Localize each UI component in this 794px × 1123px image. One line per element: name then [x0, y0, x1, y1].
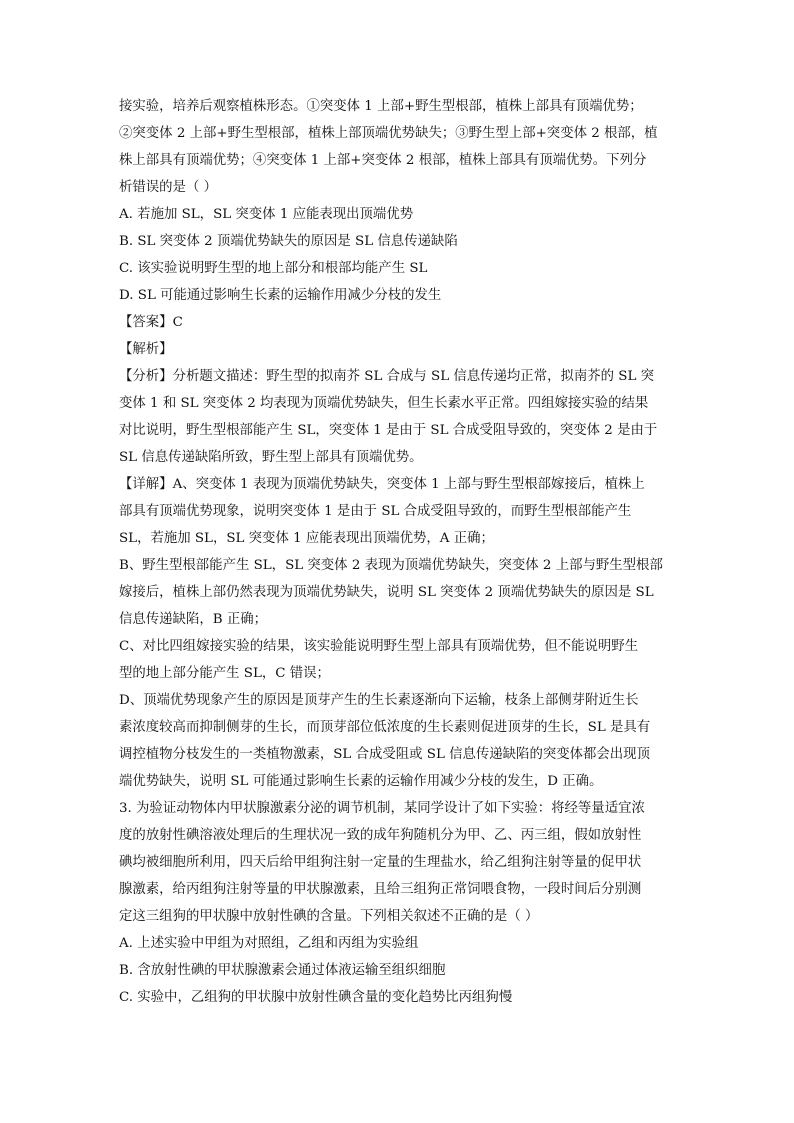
- q3-option-a: A. 上述实验中甲组为对照组，乙组和丙组为实验组: [119, 936, 419, 951]
- page-content: [119, 93, 679, 1011]
- xiangjie-d: [119, 687, 679, 795]
- xiangjie-a-line: A、突变体 1 表现为顶端优势缺失，突变体 1 上部与野生型根部嫁接后，植株上: [172, 477, 645, 492]
- q3-option-c: C. 实验中，乙组狗的甲状腺中放射性碘含量的变化趋势比丙组狗慢: [119, 990, 513, 1005]
- xiangjie-b: [119, 552, 679, 633]
- q3-stem-line: 碘均被细胞所利用，四天后给甲组狗注射一定量的生理盐水，给乙组狗注射等量的促甲状: [119, 855, 642, 870]
- q3-stem-line: 度的放射性碘溶液处理后的生理状况一致的成年狗随机分为甲、乙、丙三组，假如放射性: [119, 828, 642, 843]
- fenxi-line: 对比说明，野生型根部能产生 SL，突变体 1 是由于 SL 合成受阻导致的，突变体 2 是由于: [119, 423, 658, 438]
- q3-stem-line: 3. 为验证动物体内甲状腺激素分泌的调节机制，某同学设计了如下实验：将经等量适宜浓: [119, 801, 645, 816]
- q2-option-c: C. 该实验说明野生型的地上部分和根部均能产生 SL: [119, 261, 428, 276]
- xiangjie-a-line: SL，若施加 SL，SL 突变体 1 应能表现出顶端优势，A 正确；: [119, 531, 494, 546]
- q2-option-d: D. SL 可能通过影响生长素的运输作用减少分枝的发生: [119, 288, 442, 303]
- q2-answer: [119, 309, 679, 336]
- xiangjie-b-line: 嫁接后，植株上部仍然表现为顶端优势缺失，说明 SL 突变体 2 顶端优势缺失的原因是 SL: [119, 585, 654, 600]
- xiangjie-c-line: 型的地上部分能产生 SL，C 错误；: [119, 666, 330, 681]
- q2-stem: [119, 93, 679, 201]
- q3-options: [119, 930, 679, 1011]
- xiangjie-a: [119, 471, 679, 552]
- q2-option-b: B. SL 突变体 2 顶端优势缺失的原因是 SL 信息传递缺陷: [119, 234, 458, 249]
- fenxi-tag: 【分析】: [119, 369, 173, 384]
- xiangjie-c-line: C、对比四组嫁接实验的结果，该实验能说明野生型上部具有顶端优势，但不能说明野生: [119, 639, 639, 654]
- xiangjie-b-line: B、野生型根部能产生 SL，SL 突变体 2 表现为顶端优势缺失，突变体 2 上部与野生型根部: [119, 558, 663, 573]
- q3-option-b: B. 含放射性碘的甲状腺激素会通过体液运输至组织细胞: [119, 963, 446, 978]
- answer-value: C: [172, 315, 183, 330]
- analysis-heading-text: 【解析】: [119, 342, 173, 357]
- xiangjie-d-line: D、顶端优势现象产生的原因是顶芽产生的生长素逐渐向下运输，枝条上部侧芽附近生长: [119, 693, 639, 708]
- q2-stem-line: ②突变体 2 上部+野生型根部，植株上部顶端优势缺失；③野生型上部+突变体 2 根部，植: [119, 126, 658, 141]
- q3-stem-line: 定这三组狗的甲状腺中放射性碘的含量。下列相关叙述不正确的是（ ）: [119, 909, 539, 924]
- xiangjie-tag: 【详解】: [119, 477, 173, 492]
- q2-stem-line: 接实验，培养后观察植株形态。①突变体 1 上部+野生型根部，植株上部具有顶端优势；: [119, 99, 643, 114]
- fenxi-line: SL 信息传递缺陷所致，野生型上部具有顶端优势。: [119, 450, 423, 465]
- xiangjie-c: [119, 633, 679, 687]
- q2-options: [119, 201, 679, 309]
- analysis-heading: [119, 336, 679, 363]
- q3-stem-line: 腺激素，给丙组狗注射等量的甲状腺激素，且给三组狗正常饲喂食物，一段时间后分别测: [119, 882, 642, 897]
- q2-stem-line: 株上部具有顶端优势；④突变体 1 上部+突变体 2 根部，植株上部具有顶端优势。下列分: [119, 153, 647, 168]
- q2-stem-line: 析错误的是（ ）: [119, 180, 217, 195]
- xiangjie-d-line: 端优势缺失，说明 SL 可能通过影响生长素的运输作用减少分枝的发生，D 正确。: [119, 774, 603, 789]
- xiangjie-b-line: 信息传递缺陷，B 正确；: [119, 612, 268, 627]
- fenxi-section: [119, 363, 679, 471]
- xiangjie-d-line: 素浓度较高而抑制侧芽的生长，而顶芽部位低浓度的生长素则促进顶芽的生长，SL 是具有: [119, 720, 651, 735]
- xiangjie-d-line: 调控植物分枝发生的一类植物激素，SL 合成受阻或 SL 信息传递缺陷的突变体都会出现顶: [119, 747, 650, 762]
- q2-option-a: A. 若施加 SL，SL 突变体 1 应能表现出顶端优势: [119, 207, 414, 222]
- xiangjie-a-line: 部具有顶端优势现象，说明突变体 1 是由于 SL 合成受阻导致的，而野生型根部能产生: [119, 504, 632, 519]
- answer-label: 【答案】: [119, 315, 173, 330]
- q3-stem: [119, 795, 679, 930]
- fenxi-line: 分析题文描述：野生型的拟南芥 SL 合成与 SL 信息传递均正常，拟南芥的 SL 突: [172, 369, 655, 384]
- fenxi-line: 变体 1 和 SL 突变体 2 均表现为顶端优势缺失，但生长素水平正常。四组嫁接实验的结果: [119, 396, 649, 411]
